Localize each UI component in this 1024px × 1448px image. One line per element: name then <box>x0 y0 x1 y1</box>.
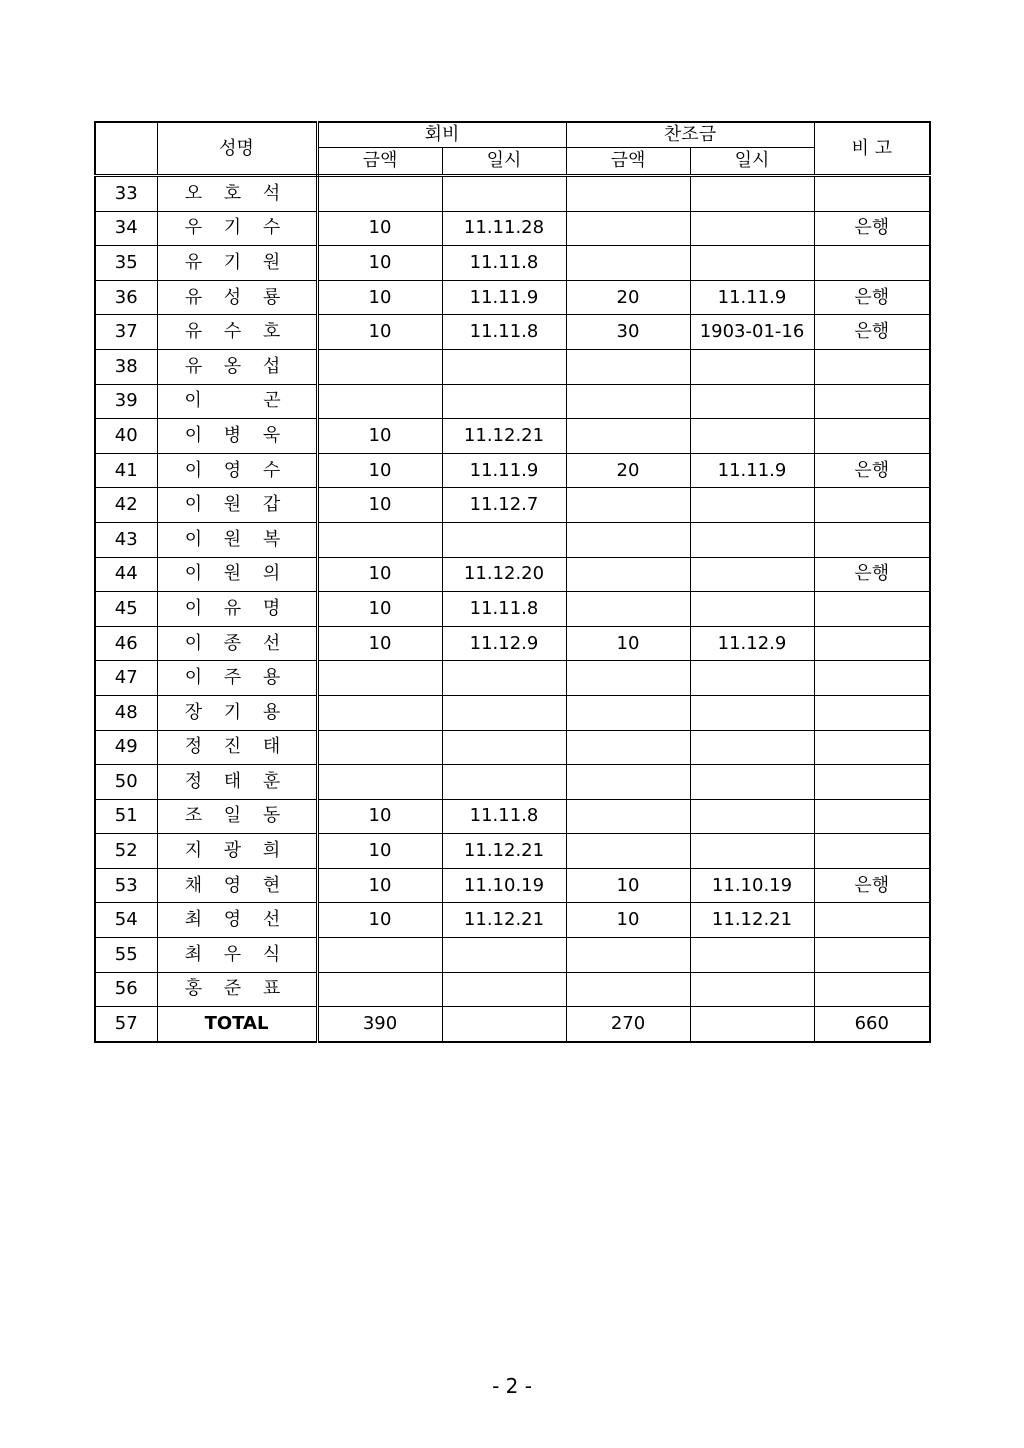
fee-date-cell: 11.12.7 <box>442 488 566 523</box>
remarks-cell <box>814 799 930 834</box>
row-number-cell: 36 <box>95 280 157 315</box>
member-name-cell: 유 기 원 <box>157 246 317 281</box>
fee-amount-cell: 10 <box>317 453 442 488</box>
donation-amount-cell <box>566 695 690 730</box>
donation-amount-cell <box>566 557 690 592</box>
remarks-cell <box>814 765 930 800</box>
donation-amount-cell <box>566 938 690 973</box>
donation-date-cell: 11.10.19 <box>690 868 814 903</box>
total-number-cell: 57 <box>95 1007 157 1042</box>
row-number-cell: 43 <box>95 522 157 557</box>
donation-amount-cell <box>566 211 690 246</box>
donation-date-cell <box>690 419 814 454</box>
fee-amount-cell <box>317 349 442 384</box>
table-row <box>95 765 930 800</box>
row-number-cell: 45 <box>95 592 157 627</box>
fee-amount-cell: 10 <box>317 419 442 454</box>
fee-amount-cell <box>317 522 442 557</box>
row-number-cell: 50 <box>95 765 157 800</box>
total-remarks-cell: 660 <box>814 1007 930 1042</box>
donation-date-cell <box>690 834 814 869</box>
header-fee-date: 일시 <box>442 148 566 176</box>
donation-amount-cell <box>566 730 690 765</box>
donation-date-cell <box>690 557 814 592</box>
row-number-cell: 42 <box>95 488 157 523</box>
donation-amount-cell: 10 <box>566 626 690 661</box>
remarks-cell <box>814 938 930 973</box>
table-row <box>95 315 930 350</box>
remarks-cell <box>814 626 930 661</box>
remarks-cell <box>814 730 930 765</box>
remarks-cell <box>814 903 930 938</box>
fee-amount-cell <box>317 695 442 730</box>
donation-amount-cell <box>566 488 690 523</box>
row-number-cell: 39 <box>95 384 157 419</box>
remarks-cell <box>814 246 930 281</box>
donation-date-cell: 1903-01-16 <box>690 315 814 350</box>
row-number-cell: 47 <box>95 661 157 696</box>
remarks-cell <box>814 349 930 384</box>
fee-amount-cell <box>317 176 442 212</box>
member-name-cell: 정 태 훈 <box>157 765 317 800</box>
fee-amount-cell: 10 <box>317 799 442 834</box>
fee-amount-cell: 10 <box>317 315 442 350</box>
fee-amount-cell <box>317 765 442 800</box>
donation-date-cell <box>690 972 814 1007</box>
table-row <box>95 522 930 557</box>
donation-amount-cell: 30 <box>566 315 690 350</box>
donation-date-cell: 11.12.21 <box>690 903 814 938</box>
fee-amount-cell: 10 <box>317 280 442 315</box>
fee-amount-cell <box>317 661 442 696</box>
member-name-cell: 이 곤 <box>157 384 317 419</box>
header-donation-amount: 금액 <box>566 148 690 176</box>
donation-amount-cell <box>566 522 690 557</box>
remarks-cell <box>814 522 930 557</box>
header-fee-amount: 금액 <box>317 148 442 176</box>
fee-date-cell <box>442 972 566 1007</box>
table-row <box>95 557 930 592</box>
donation-amount-cell <box>566 834 690 869</box>
table-row <box>95 246 930 281</box>
total-donation-date-cell <box>690 1007 814 1042</box>
donation-date-cell <box>690 730 814 765</box>
page-number: - 2 - <box>492 1374 532 1398</box>
member-name-cell: 유 옹 섭 <box>157 349 317 384</box>
fee-date-cell <box>442 730 566 765</box>
donation-amount-cell <box>566 972 690 1007</box>
table-row <box>95 695 930 730</box>
donation-amount-cell <box>566 765 690 800</box>
header-donation: 찬조금 <box>566 122 814 148</box>
remarks-cell <box>814 834 930 869</box>
row-number-cell: 41 <box>95 453 157 488</box>
member-name-cell: 이 원 갑 <box>157 488 317 523</box>
row-number-cell: 33 <box>95 176 157 212</box>
table-row <box>95 972 930 1007</box>
donation-amount-cell <box>566 419 690 454</box>
table-row <box>95 384 930 419</box>
fee-date-cell: 11.11.8 <box>442 592 566 627</box>
fee-amount-cell: 10 <box>317 246 442 281</box>
fee-date-cell <box>442 661 566 696</box>
donation-date-cell <box>690 176 814 212</box>
donation-date-cell <box>690 384 814 419</box>
fee-date-cell <box>442 384 566 419</box>
donation-amount-cell <box>566 384 690 419</box>
table-row <box>95 349 930 384</box>
member-name-cell: 유 수 호 <box>157 315 317 350</box>
member-name-cell: 오 호 석 <box>157 176 317 212</box>
fee-amount-cell <box>317 972 442 1007</box>
member-name-cell: 지 광 희 <box>157 834 317 869</box>
row-number-cell: 44 <box>95 557 157 592</box>
fee-date-cell: 11.11.28 <box>442 211 566 246</box>
remarks-cell <box>814 592 930 627</box>
fee-amount-cell: 10 <box>317 488 442 523</box>
fee-amount-cell: 10 <box>317 211 442 246</box>
row-number-cell: 55 <box>95 938 157 973</box>
header-number-cell <box>95 122 157 176</box>
fee-amount-cell <box>317 938 442 973</box>
remarks-cell: 은행 <box>814 453 930 488</box>
fee-date-cell: 11.11.8 <box>442 315 566 350</box>
fee-date-cell <box>442 176 566 212</box>
donation-date-cell <box>690 661 814 696</box>
donation-date-cell <box>690 695 814 730</box>
member-name-cell: 우 기 수 <box>157 211 317 246</box>
header-donation-date: 일시 <box>690 148 814 176</box>
fee-date-cell: 11.12.9 <box>442 626 566 661</box>
donation-date-cell: 11.11.9 <box>690 280 814 315</box>
member-name-cell: 조 일 동 <box>157 799 317 834</box>
header-membership-fee: 회비 <box>317 122 566 148</box>
row-number-cell: 34 <box>95 211 157 246</box>
row-number-cell: 46 <box>95 626 157 661</box>
remarks-cell: 은행 <box>814 315 930 350</box>
donation-amount-cell <box>566 799 690 834</box>
row-number-cell: 37 <box>95 315 157 350</box>
donation-amount-cell <box>566 349 690 384</box>
donation-amount-cell <box>566 246 690 281</box>
member-name-cell: 최 영 선 <box>157 903 317 938</box>
donation-date-cell <box>690 522 814 557</box>
fee-amount-cell: 10 <box>317 868 442 903</box>
donation-date-cell <box>690 938 814 973</box>
donation-date-cell: 11.11.9 <box>690 453 814 488</box>
member-name-cell: 이 주 용 <box>157 661 317 696</box>
member-name-cell: 장 기 용 <box>157 695 317 730</box>
row-number-cell: 49 <box>95 730 157 765</box>
table-row <box>95 488 930 523</box>
member-name-cell: 이 원 의 <box>157 557 317 592</box>
fee-date-cell: 11.11.8 <box>442 799 566 834</box>
remarks-cell <box>814 972 930 1007</box>
fee-date-cell <box>442 938 566 973</box>
table-row <box>95 211 930 246</box>
member-name-cell: 유 성 룡 <box>157 280 317 315</box>
fee-date-cell <box>442 522 566 557</box>
donation-date-cell <box>690 592 814 627</box>
table-row <box>95 453 930 488</box>
fee-amount-cell <box>317 730 442 765</box>
remarks-cell: 은행 <box>814 280 930 315</box>
member-name-cell: 정 진 태 <box>157 730 317 765</box>
fee-date-cell: 11.12.21 <box>442 419 566 454</box>
member-name-cell: 채 영 현 <box>157 868 317 903</box>
donation-date-cell <box>690 211 814 246</box>
remarks-cell: 은행 <box>814 557 930 592</box>
fee-amount-cell: 10 <box>317 592 442 627</box>
total-label-cell: TOTAL <box>157 1007 317 1042</box>
remarks-cell <box>814 695 930 730</box>
remarks-cell <box>814 176 930 212</box>
fee-date-cell: 11.11.9 <box>442 453 566 488</box>
fee-date-cell <box>442 349 566 384</box>
header-name-cell: 성명 <box>157 122 317 176</box>
fee-date-cell <box>442 695 566 730</box>
row-number-cell: 35 <box>95 246 157 281</box>
donation-amount-cell: 20 <box>566 453 690 488</box>
member-name-cell: 이 원 복 <box>157 522 317 557</box>
fee-amount-cell: 10 <box>317 557 442 592</box>
fee-date-cell: 11.12.21 <box>442 834 566 869</box>
remarks-cell <box>814 661 930 696</box>
donation-amount-cell <box>566 176 690 212</box>
table-row <box>95 834 930 869</box>
remarks-cell <box>814 419 930 454</box>
header-remarks: 비 고 <box>814 122 930 176</box>
member-name-cell: 홍 준 표 <box>157 972 317 1007</box>
donation-amount-cell: 10 <box>566 903 690 938</box>
donation-date-cell <box>690 246 814 281</box>
member-name-cell: 이 유 명 <box>157 592 317 627</box>
member-fee-table <box>94 121 931 1043</box>
member-name-cell: 최 우 식 <box>157 938 317 973</box>
total-donation-amount-cell: 270 <box>566 1007 690 1042</box>
donation-amount-cell <box>566 661 690 696</box>
donation-amount-cell <box>566 592 690 627</box>
fee-amount-cell: 10 <box>317 626 442 661</box>
member-name-cell: 이 종 선 <box>157 626 317 661</box>
total-fee-amount-cell: 390 <box>317 1007 442 1042</box>
fee-date-cell: 11.10.19 <box>442 868 566 903</box>
member-name-cell: 이 영 수 <box>157 453 317 488</box>
donation-amount-cell: 20 <box>566 280 690 315</box>
fee-date-cell <box>442 765 566 800</box>
table-row <box>95 799 930 834</box>
fee-date-cell: 11.12.20 <box>442 557 566 592</box>
remarks-cell: 은행 <box>814 868 930 903</box>
remarks-cell <box>814 488 930 523</box>
fee-date-cell: 11.11.8 <box>442 246 566 281</box>
table-row <box>95 868 930 903</box>
row-number-cell: 51 <box>95 799 157 834</box>
donation-date-cell: 11.12.9 <box>690 626 814 661</box>
fee-date-cell: 11.11.9 <box>442 280 566 315</box>
table-row <box>95 626 930 661</box>
row-number-cell: 40 <box>95 419 157 454</box>
row-number-cell: 48 <box>95 695 157 730</box>
table-row <box>95 730 930 765</box>
table-row <box>95 280 930 315</box>
fee-amount-cell: 10 <box>317 834 442 869</box>
table-row <box>95 592 930 627</box>
donation-amount-cell: 10 <box>566 868 690 903</box>
row-number-cell: 54 <box>95 903 157 938</box>
donation-date-cell <box>690 349 814 384</box>
table-row <box>95 176 930 212</box>
table-row <box>95 938 930 973</box>
row-number-cell: 38 <box>95 349 157 384</box>
remarks-cell: 은행 <box>814 211 930 246</box>
remarks-cell <box>814 384 930 419</box>
donation-date-cell <box>690 799 814 834</box>
table-row <box>95 419 930 454</box>
total-fee-date-cell <box>442 1007 566 1042</box>
row-number-cell: 53 <box>95 868 157 903</box>
table-row <box>95 903 930 938</box>
member-name-cell: 이 병 욱 <box>157 419 317 454</box>
donation-date-cell <box>690 488 814 523</box>
row-number-cell: 52 <box>95 834 157 869</box>
header-row-top <box>95 122 930 148</box>
donation-date-cell <box>690 765 814 800</box>
row-number-cell: 56 <box>95 972 157 1007</box>
total-row <box>95 1007 930 1042</box>
table-row <box>95 661 930 696</box>
fee-amount-cell: 10 <box>317 903 442 938</box>
fee-amount-cell <box>317 384 442 419</box>
fee-date-cell: 11.12.21 <box>442 903 566 938</box>
